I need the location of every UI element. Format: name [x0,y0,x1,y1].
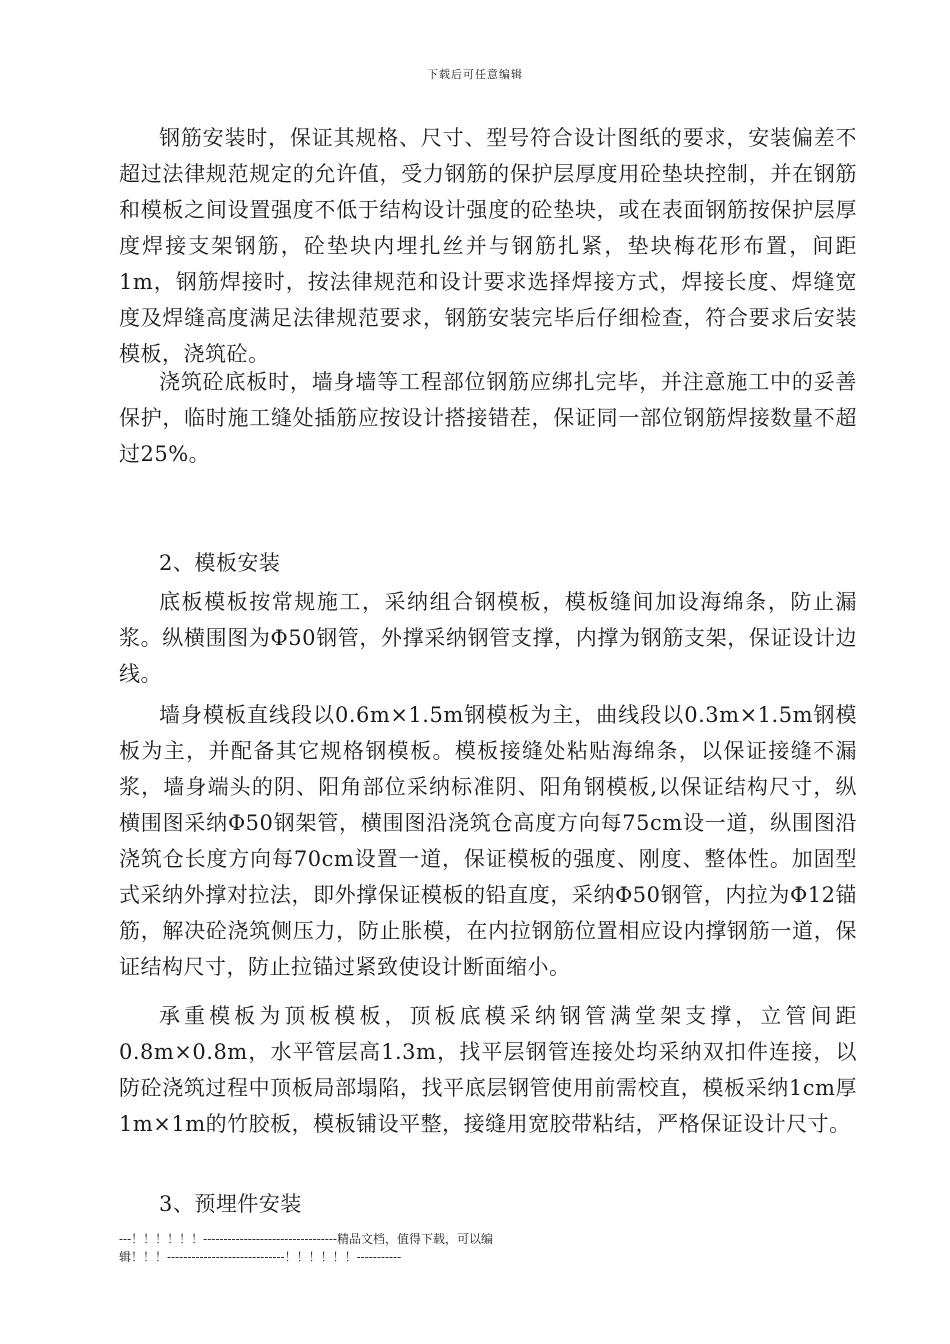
paragraph-floor-formwork: 底板模板按常规施工，采纳组合钢模板，模板缝间加设海绵条，防止漏浆。纵横围图为Φ50钢管，外撑采纳钢管支撑，内撑为钢筋支架，保证设计边线。 [119,590,857,686]
footer-line-2: 辑！！！-----------------------------！！！！！！----------- [119,1250,402,1264]
section-heading-formwork: 2、模板安装 [159,551,281,575]
paragraph-wall-formwork: 墙身模板直线段以0.6m×1.5m钢模板为主，曲线段以0.3m×1.5m钢模板为主，并配备其它规格钢模板。模板接缝处粘贴海绵条，以保证接缝不漏浆，墙身端头的阴、阳角部位采纳标准阴、阳角钢模板,以保证结构尺寸，纵横围图采纳Φ50钢架管，横围图沿浇筑仓高度方向每75cm设一道，纵围图沿浇筑仓长度方向每70cm设置一道，保证模板的强度、刚度、整体性。加固型式采纳外撑对拉法，即外撑保证模板的铅直度，采纳Φ50钢管，内拉为Φ12锚筋，解决砼浇筑侧压力，防止胀模，在内拉钢筋位置相应设内撑钢筋一道，保证结构尺寸，防止拉锚过紧致使设计断面缩小。 [119,703,857,979]
paragraph-load-formwork: 承重模板为顶板模板，顶板底模采纳钢管满堂架支撑，立管间距0.8m×0.8m，水平管层高1.3m，找平层钢管连接处均采纳双扣件连接，以防砼浇筑过程中顶板局部塌陷，找平底层钢管使用前需校直，模板采纳1cm厚1m×1m的竹胶板，模板铺设平整，接缝用宽胶带粘结，严格保证设计尺寸。 [119,1004,857,1136]
page-footer [119,1230,579,1266]
section-heading-embedded-parts: 3、预埋件安装 [159,1192,302,1216]
page-header: 下载后可任意编辑 [427,68,523,81]
paragraph-rebar-installation: 钢筋安装时，保证其规格、尺寸、型号符合设计图纸的要求，安装偏差不超过法律规范规定的允许值，受力钢筋的保护层厚度用砼垫块控制，并在钢筋和模板之间设置强度不低于结构设计强度的砼垫块，或在表面钢筋按保护层厚度焊接支架钢筋，砼垫块内埋扎丝并与钢筋扎紧，垫块梅花形布置，间距1m，钢筋焊接时，按法律规范和设计要求选择焊接方式，焊接长度、焊缝宽度及焊缝高度满足法律规范要求，钢筋安装完毕后仔细检查，符合要求后安装模板，浇筑砼。 [119,126,857,366]
footer-line-1: ---！！！！！！---------------------------------精品文档，值得下载，可以编 [119,1232,493,1246]
paragraph-floor-pouring: 浇筑砼底板时，墙身墙等工程部位钢筋应绑扎完毕，并注意施工中的妥善保护，临时施工缝处插筋应按设计搭接错茬，保证同一部位钢筋焊接数量不超过25%。 [119,370,857,466]
